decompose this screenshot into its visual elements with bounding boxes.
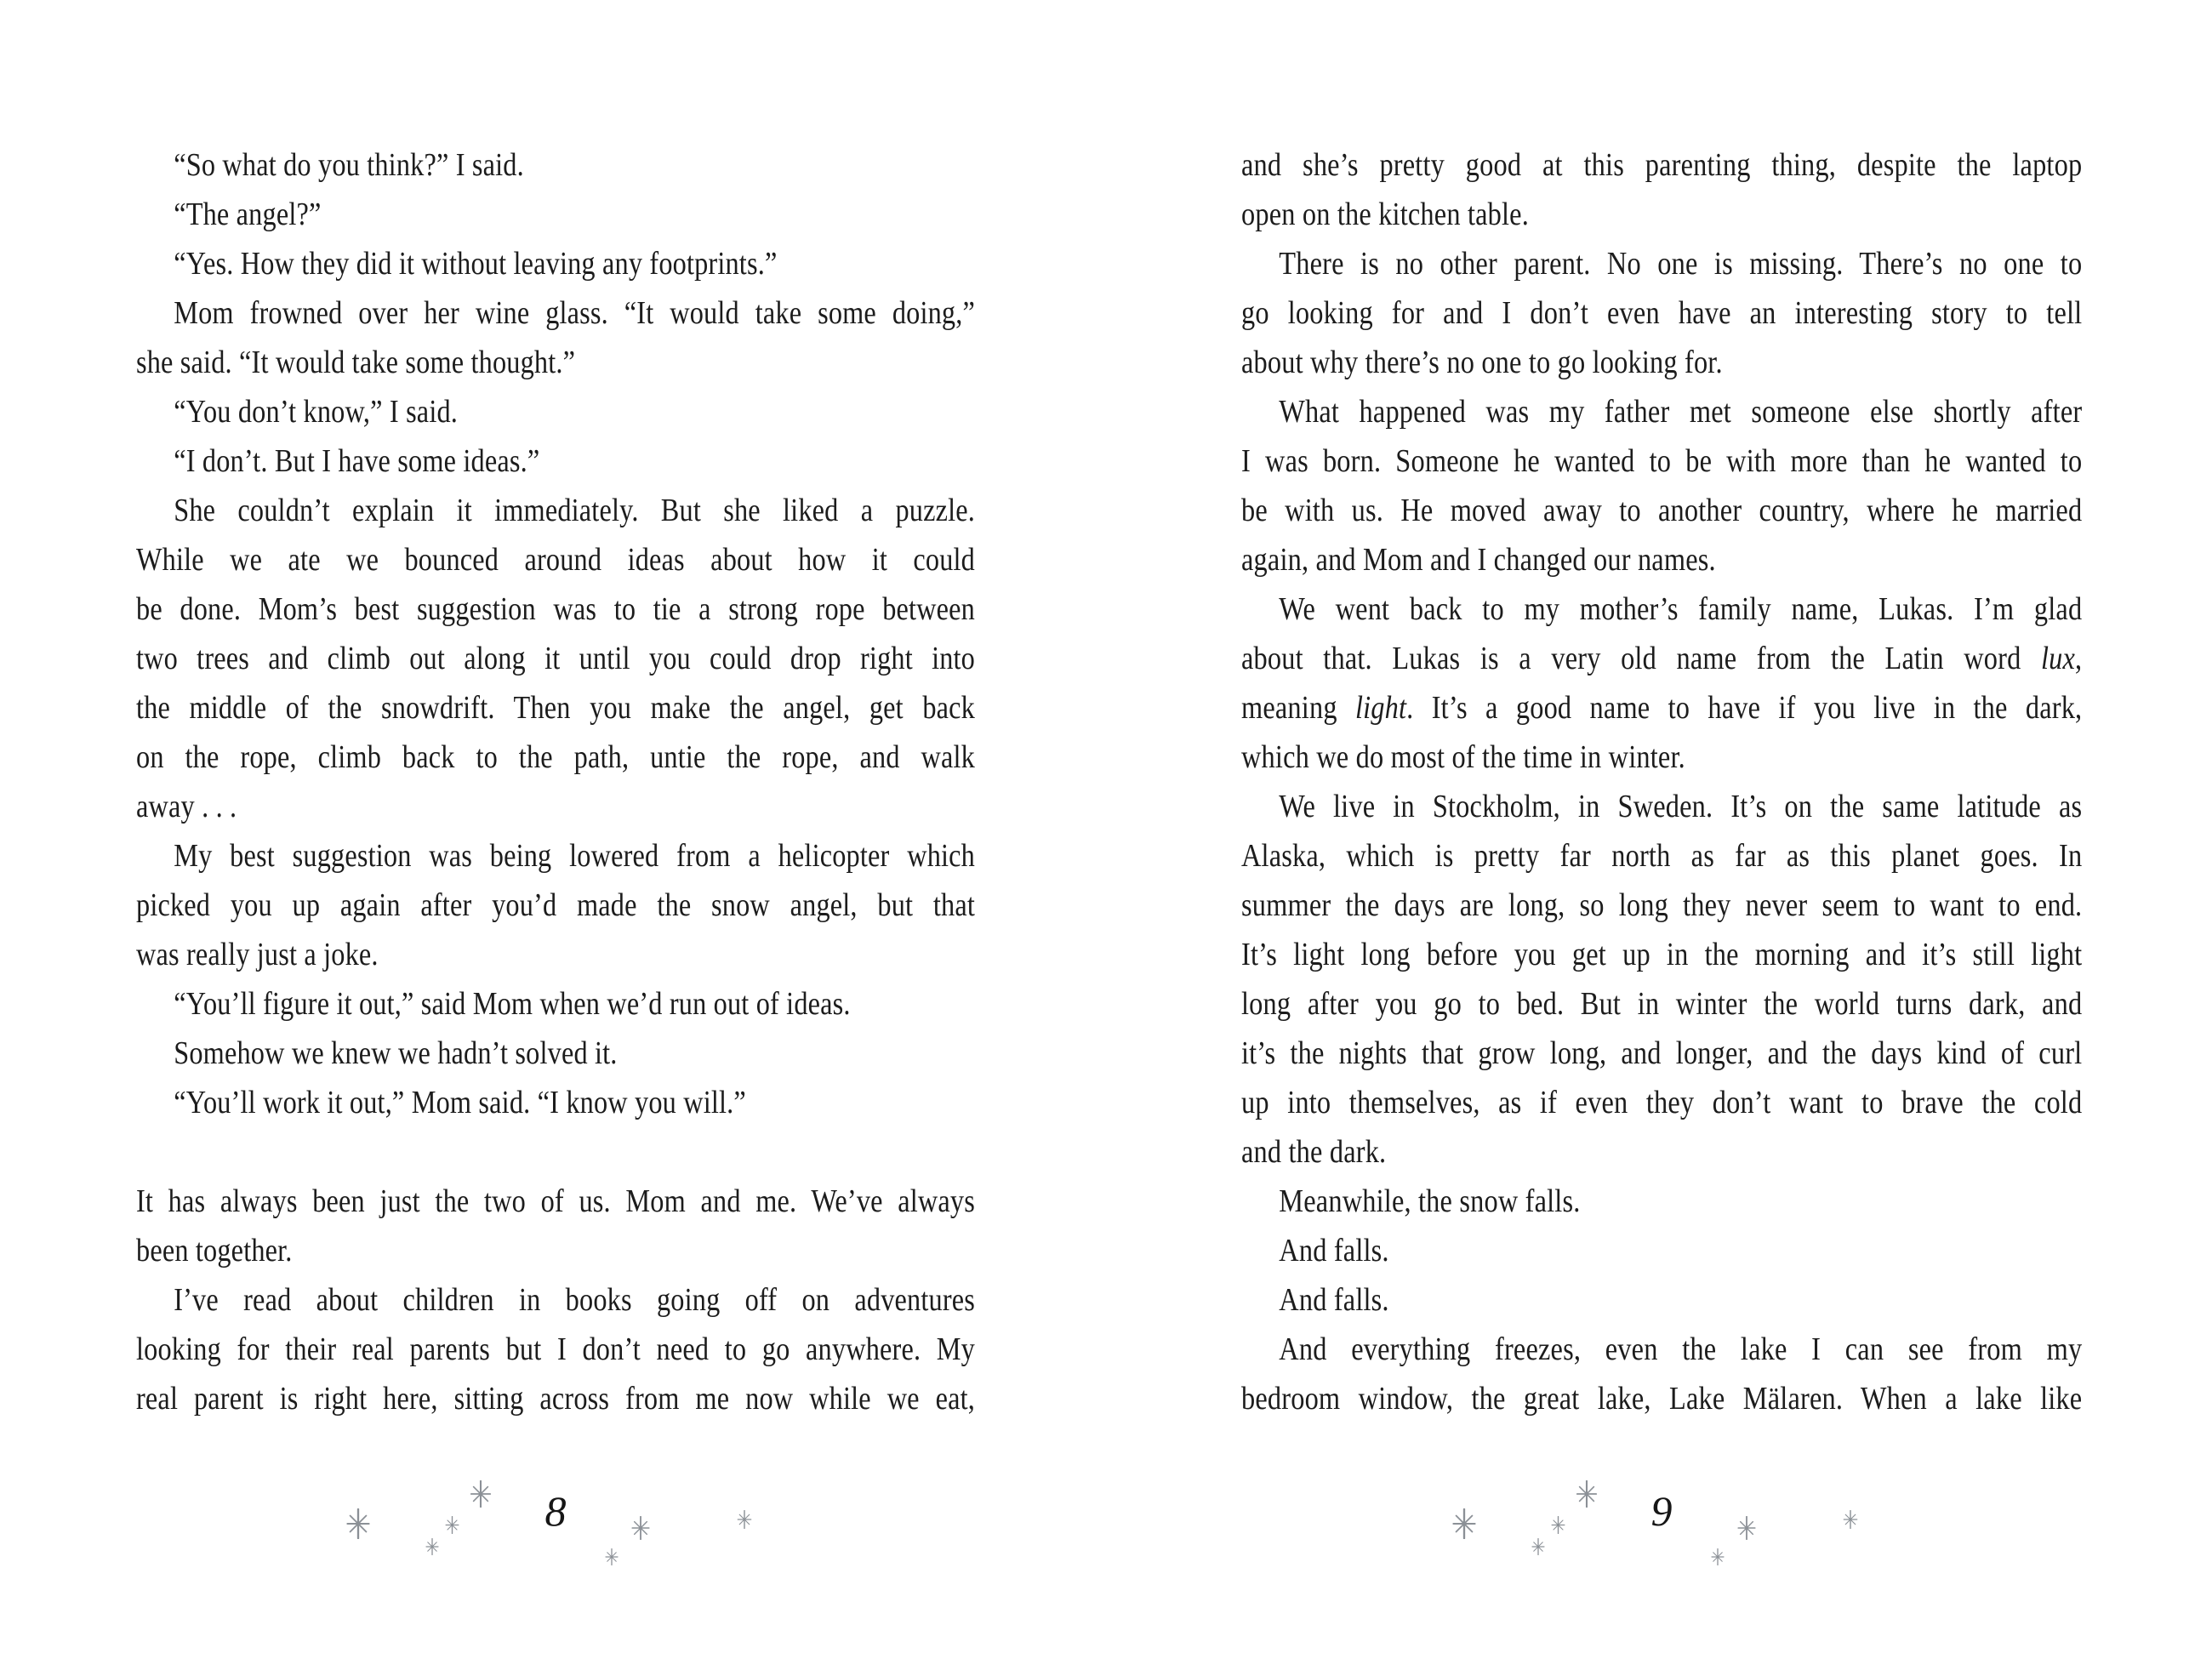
star-icon	[1573, 1480, 1600, 1508]
star-icon	[629, 1516, 653, 1540]
page-footer-left	[136, 1470, 975, 1615]
text-line: go looking for and I don’t even have an interesting story to tell	[1241, 295, 2083, 331]
page-footer-right	[1241, 1470, 2082, 1615]
text-line: She couldn’t explain it immediately. But she liked a puzzle.	[174, 493, 975, 528]
star-icon	[443, 1516, 461, 1534]
star-icon	[467, 1480, 494, 1508]
text-line: “You don’t know,” I said.	[174, 394, 459, 430]
text-line: “The angel?”	[174, 197, 322, 232]
star-icon	[1530, 1538, 1547, 1555]
text-line: she said. “It would take some thought.”	[136, 345, 576, 380]
text-line: bedroom window, the great lake, Lake Mälaren. When a lake like	[1241, 1381, 2083, 1417]
text-line: was really just a joke.	[136, 937, 379, 972]
text-line: meaning light. It’s a good name to have if you live in the dark,	[1241, 690, 2083, 726]
text-line: “I don’t. But I have some ideas.”	[174, 443, 540, 479]
text-line: been together.	[136, 1233, 293, 1268]
text-line: looking for their real parents but I don’t need to go anywhere. My	[136, 1331, 975, 1367]
star-icon	[1449, 1508, 1479, 1539]
text-line: away . . .	[136, 789, 237, 824]
text-line: “You’ll work it out,” Mom said. “I know you will.”	[174, 1085, 746, 1120]
text-line: up into themselves, as if even they don’t want to brave the cold	[1241, 1085, 2083, 1120]
text-line: And falls.	[1279, 1233, 1389, 1268]
star-icon	[1735, 1516, 1759, 1540]
text-line: We went back to my mother’s family name, Lukas. I’m glad	[1279, 591, 2083, 627]
text-line: I was born. Someone he wanted to be with more than he wanted to	[1241, 443, 2083, 479]
star-icon	[1709, 1548, 1726, 1565]
text-line: summer the days are long, so long they never seem to want to end.	[1241, 887, 2083, 923]
star-icon	[735, 1510, 754, 1529]
text-line: My best suggestion was being lowered from a helicopter which	[174, 838, 975, 874]
page-text-right	[1241, 140, 2082, 1423]
text-line: long after you go to bed. But in winter the world turns dark, and	[1241, 986, 2083, 1022]
star-icon	[603, 1548, 620, 1565]
text-line: It’s light long before you get up in the morning and it’s still light	[1241, 937, 2083, 972]
text-line: it’s the nights that grow long, and longer, and the days kind of curl	[1241, 1035, 2083, 1071]
text-line: There is no other parent. No one is missing. There’s no one to	[1279, 246, 2083, 282]
text-line: be done. Mom’s best suggestion was to tie a strong rope between	[136, 591, 975, 627]
text-line: picked you up again after you’d made the snow angel, but that	[136, 887, 975, 923]
star-icon	[343, 1508, 373, 1539]
text-line: open on the kitchen table.	[1241, 197, 1529, 232]
text-line: What happened was my father met someone else shortly after	[1279, 394, 2083, 430]
star-icon	[1549, 1516, 1567, 1534]
text-line: And everything freezes, even the lake I can see from my	[1279, 1331, 2083, 1367]
text-line: And falls.	[1279, 1282, 1389, 1318]
text-line: about that. Lukas is a very old name from the Latin word lux,	[1241, 641, 2083, 676]
text-line: Meanwhile, the snow falls.	[1279, 1183, 1581, 1219]
text-line: again, and Mom and I changed our names.	[1241, 542, 1716, 578]
text-line: about why there’s no one to go looking for.	[1241, 345, 1723, 380]
text-line: and she’s pretty good at this parenting thing, despite the laptop	[1241, 147, 2083, 183]
text-line: on the rope, climb back to the path, untie the rope, and walk	[136, 739, 975, 775]
text-line: Mom frowned over her wine glass. “It would take some doing,”	[174, 295, 975, 331]
star-icon	[1841, 1510, 1860, 1529]
text-line: Alaska, which is pretty far north as far as this planet goes. In	[1241, 838, 2083, 874]
book-page-left	[136, 0, 975, 1659]
blank-line	[136, 1127, 975, 1177]
text-line: We live in Stockholm, in Sweden. It’s on the same latitude as	[1279, 789, 2083, 824]
text-line: While we ate we bounced around ideas about how it could	[136, 542, 975, 578]
book-page-right	[1241, 0, 2082, 1659]
text-line: two trees and climb out along it until you could drop right into	[136, 641, 975, 676]
text-line: and the dark.	[1241, 1134, 1387, 1170]
text-line: I’ve read about children in books going off on adventures	[174, 1282, 975, 1318]
star-icon	[424, 1538, 441, 1555]
text-line: “You’ll figure it out,” said Mom when we’d run out of ideas.	[174, 986, 851, 1022]
text-line: the middle of the snowdrift. Then you make the angel, get back	[136, 690, 975, 726]
text-line: Somehow we knew we hadn’t solved it.	[174, 1035, 618, 1071]
page-text-left	[136, 140, 975, 1423]
text-line: “Yes. How they did it without leaving any footprints.”	[174, 246, 778, 282]
text-line: be with us. He moved away to another country, where he married	[1241, 493, 2083, 528]
text-line: It has always been just the two of us. Mom and me. We’ve always	[136, 1183, 975, 1219]
text-line: real parent is right here, sitting across from me now while we eat,	[136, 1381, 975, 1417]
text-line: which we do most of the time in winter.	[1241, 739, 1685, 775]
page-number: 8	[544, 1487, 567, 1535]
text-line: “So what do you think?” I said.	[174, 147, 524, 183]
page-number: 9	[1650, 1487, 1673, 1535]
